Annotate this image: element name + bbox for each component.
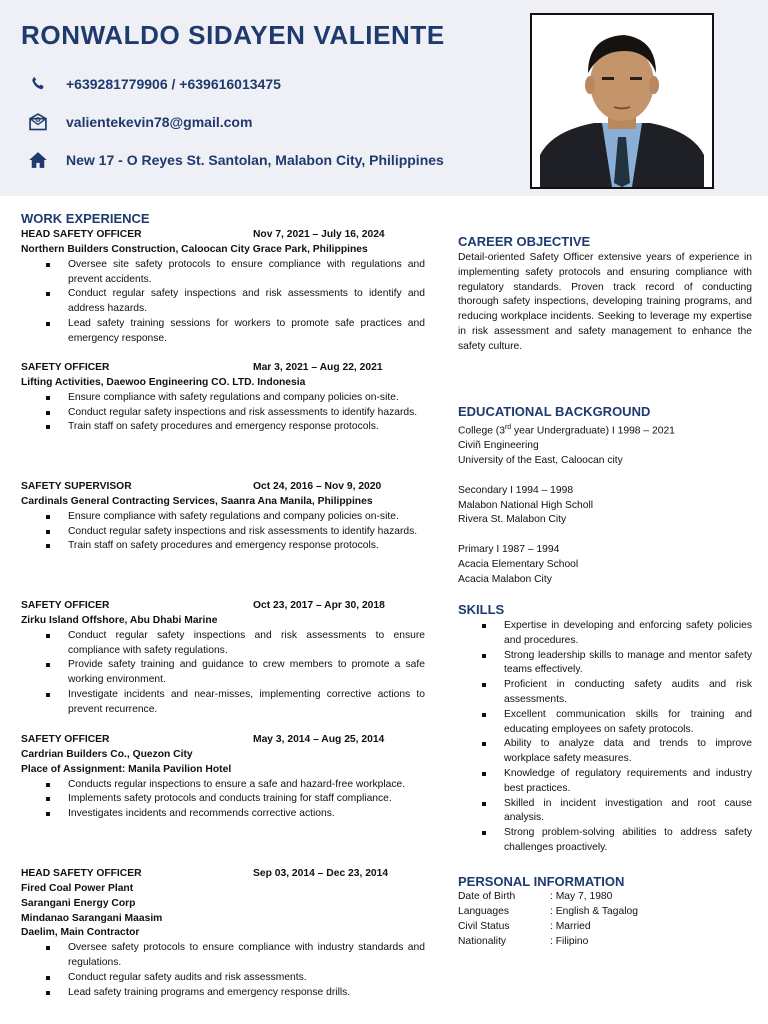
personal-value: : English & Tagalog xyxy=(550,906,638,917)
duty-item: Conduct regular safety inspections and risk assessments to identify hazards. xyxy=(21,525,425,540)
job-entry xyxy=(21,867,425,1000)
job-entry xyxy=(21,733,425,822)
personal-label: Nationality xyxy=(458,936,507,947)
phone-text: +639281779906 / +639616013475 xyxy=(66,76,281,92)
job-dates: Nov 7, 2021 – July 16, 2024 xyxy=(253,229,385,240)
job-dates: May 3, 2014 – Aug 25, 2014 xyxy=(253,734,385,745)
job-organization: Northern Builders Construction, Caloocan City Grace Park, Philippines xyxy=(21,244,368,255)
duty-item: Train staff on safety procedures and emergency response protocols. xyxy=(21,420,425,435)
duty-item: Oversee site safety protocols to ensure compliance with regulations and prevent accidents. xyxy=(21,258,425,288)
job-organization: Mindanao Sarangani Maasim xyxy=(21,912,163,924)
job-organization: Cardrian Builders Co., Quezon City xyxy=(21,749,193,760)
personal-label: Date of Birth xyxy=(458,891,516,902)
job-dates: Oct 24, 2016 – Nov 9, 2020 xyxy=(253,481,382,492)
personal-value: : May 7, 1980 xyxy=(550,891,613,902)
skill-item: Expertise in developing and enforcing safety policies and procedures. xyxy=(458,619,752,649)
primary-line: Primary I 1987 – 1994 xyxy=(458,544,560,556)
duty-list xyxy=(21,629,425,718)
job-organization: Cardinals General Contracting Services, Saanra Ana Manila, Philippines xyxy=(21,496,373,507)
profile-photo xyxy=(530,13,714,189)
personal-row xyxy=(458,920,752,935)
duty-item: Conduct regular safety inspections and risk assessments to identify hazards. xyxy=(21,406,425,421)
personal-info-table xyxy=(458,890,752,950)
personal-label: Civil Status xyxy=(458,921,510,932)
job-dates: Sep 03, 2014 – Dec 23, 2014 xyxy=(253,868,389,879)
skills-list xyxy=(458,619,752,856)
duty-item: Lead safety training sessions for workers to promote safe practices and emergency response. xyxy=(21,317,425,347)
education-title: EDUCATIONAL BACKGROUND xyxy=(458,404,651,419)
duty-item: Oversee safety protocols to ensure compliance with industry standards and regulations. xyxy=(21,941,425,971)
secondary-line: Secondary I 1994 – 1998 xyxy=(458,484,574,496)
duty-item: Conducts regular inspections to ensure a safe and hazard-free workplace. xyxy=(21,778,425,793)
job-position: HEAD SAFETY OFFICER xyxy=(21,868,142,879)
duty-list xyxy=(21,941,425,1000)
job-position: SAFETY OFFICER xyxy=(21,600,110,611)
duty-item: Lead safety training programs and emergency response drills. xyxy=(21,986,425,1001)
duty-list xyxy=(21,391,425,435)
job-organization: Daelim, Main Contractor xyxy=(21,927,140,939)
duty-item: Train staff on safety procedures and emergency response protocols. xyxy=(21,539,425,554)
career-objective-text: Detail-oriented Safety Officer extensive years of experience in implementing safety protocols and ensuring compliance with regulatory standards. Proven track record of conducting thorough safety inspections, developing training programs, and reducing workplace incidents. Seeking to leverage my expertise in risk assessment and safety management to enhance the safety culture. xyxy=(458,252,752,352)
job-entry xyxy=(21,228,425,347)
job-position: HEAD SAFETY OFFICER xyxy=(21,229,142,240)
personal-value: : Married xyxy=(550,921,591,932)
personal-info-title: PERSONAL INFORMATION xyxy=(458,874,625,889)
job-position: SAFETY OFFICER xyxy=(21,734,110,745)
job-entry xyxy=(21,361,425,435)
college-line: College (3rd year Undergraduate) I 1998 – 2021 xyxy=(458,424,675,437)
secondary-school: Malabon National High Scholl xyxy=(458,499,594,511)
duty-item: Provide safety training and guidance to crew members to promote a safe working environment. xyxy=(21,658,425,688)
email-link[interactable]: valientekevin78@gmail.com xyxy=(66,114,253,130)
address-row xyxy=(28,148,444,172)
duty-list xyxy=(21,778,425,822)
secondary-address: Rivera St. Malabon City xyxy=(458,514,567,526)
email-row xyxy=(28,110,252,134)
college-school: University of the East, Caloocan city xyxy=(458,455,623,467)
college-course: Civiñ Engineering xyxy=(458,440,539,452)
job-position: SAFETY OFFICER xyxy=(21,362,110,373)
duty-item: Conduct regular safety audits and risk assessments. xyxy=(21,971,425,986)
phone-icon xyxy=(28,74,48,94)
job-organization: Lifting Activities, Daewoo Engineering CO. LTD. Indonesia xyxy=(21,377,306,388)
skill-item: Excellent communication skills for training and educating employees on safety protocols. xyxy=(458,708,752,738)
job-entry xyxy=(21,599,425,718)
personal-row xyxy=(458,905,752,920)
job-dates: Oct 23, 2017 – Apr 30, 2018 xyxy=(253,600,385,611)
personal-row xyxy=(458,890,752,905)
phone-row xyxy=(28,72,281,96)
work-experience-title: WORK EXPERIENCE xyxy=(21,211,150,226)
primary-address: Acacia Malabon City xyxy=(458,573,552,585)
education-list xyxy=(458,421,752,588)
job-dates: Mar 3, 2021 – Aug 22, 2021 xyxy=(253,362,383,373)
duty-item: Conduct regular safety inspections and risk assessments to identify and address hazards. xyxy=(21,287,425,317)
duty-item: Ensure compliance with safety regulations and company policies on-site. xyxy=(21,391,425,406)
job-organization: Sarangani Energy Corp xyxy=(21,897,136,909)
duty-list xyxy=(21,510,425,554)
job-organization: Zirku Island Offshore, Abu Dhabi Marine xyxy=(21,615,218,626)
primary-school: Acacia Elementary School xyxy=(458,559,579,570)
personal-value: : Filipino xyxy=(550,936,589,947)
email-icon xyxy=(28,112,48,132)
personal-label: Languages xyxy=(458,906,509,917)
personal-row xyxy=(458,935,752,950)
skill-item: Strong problem-solving abilities to address safety challenges proactively. xyxy=(458,826,752,856)
duty-item: Investigates incidents and recommends corrective actions. xyxy=(21,807,425,822)
skill-item: Skilled in incident investigation and root cause analysis. xyxy=(458,797,752,827)
skill-item: Ability to analyze data and trends to improve workplace safety measures. xyxy=(458,737,752,767)
address-text: New 17 - O Reyes St. Santolan, Malabon City, Philippines xyxy=(66,152,444,168)
full-name: RONWALDO SIDAYEN VALIENTE xyxy=(21,20,445,50)
job-position: SAFETY SUPERVISOR xyxy=(21,481,132,492)
skill-item: Knowledge of regulatory requirements and industry best practices. xyxy=(458,767,752,797)
job-entry xyxy=(21,480,425,554)
skills-title: SKILLS xyxy=(458,602,505,617)
home-icon xyxy=(28,150,48,170)
duty-item: Implements safety protocols and conducts training for staff compliance. xyxy=(21,792,425,807)
duty-list xyxy=(21,258,425,347)
skill-item: Proficient in conducting safety audits and risk assessments. xyxy=(458,678,752,708)
duty-item: Conduct regular safety inspections and risk assessments to ensure compliance with safety regulations. xyxy=(21,629,425,659)
duty-item: Investigate incidents and near-misses, implementing corrective actions to prevent recurrence. xyxy=(21,688,425,718)
job-assignment: Place of Assignment: Manila Pavilion Hotel xyxy=(21,763,232,775)
career-objective-title: CAREER OBJECTIVE xyxy=(458,234,591,249)
skill-item: Strong leadership skills to manage and mentor safety teams effectively. xyxy=(458,649,752,679)
duty-item: Ensure compliance with safety regulations and company policies on-site. xyxy=(21,510,425,525)
header-band xyxy=(0,0,768,196)
job-organization: Fired Coal Power Plant xyxy=(21,883,134,894)
